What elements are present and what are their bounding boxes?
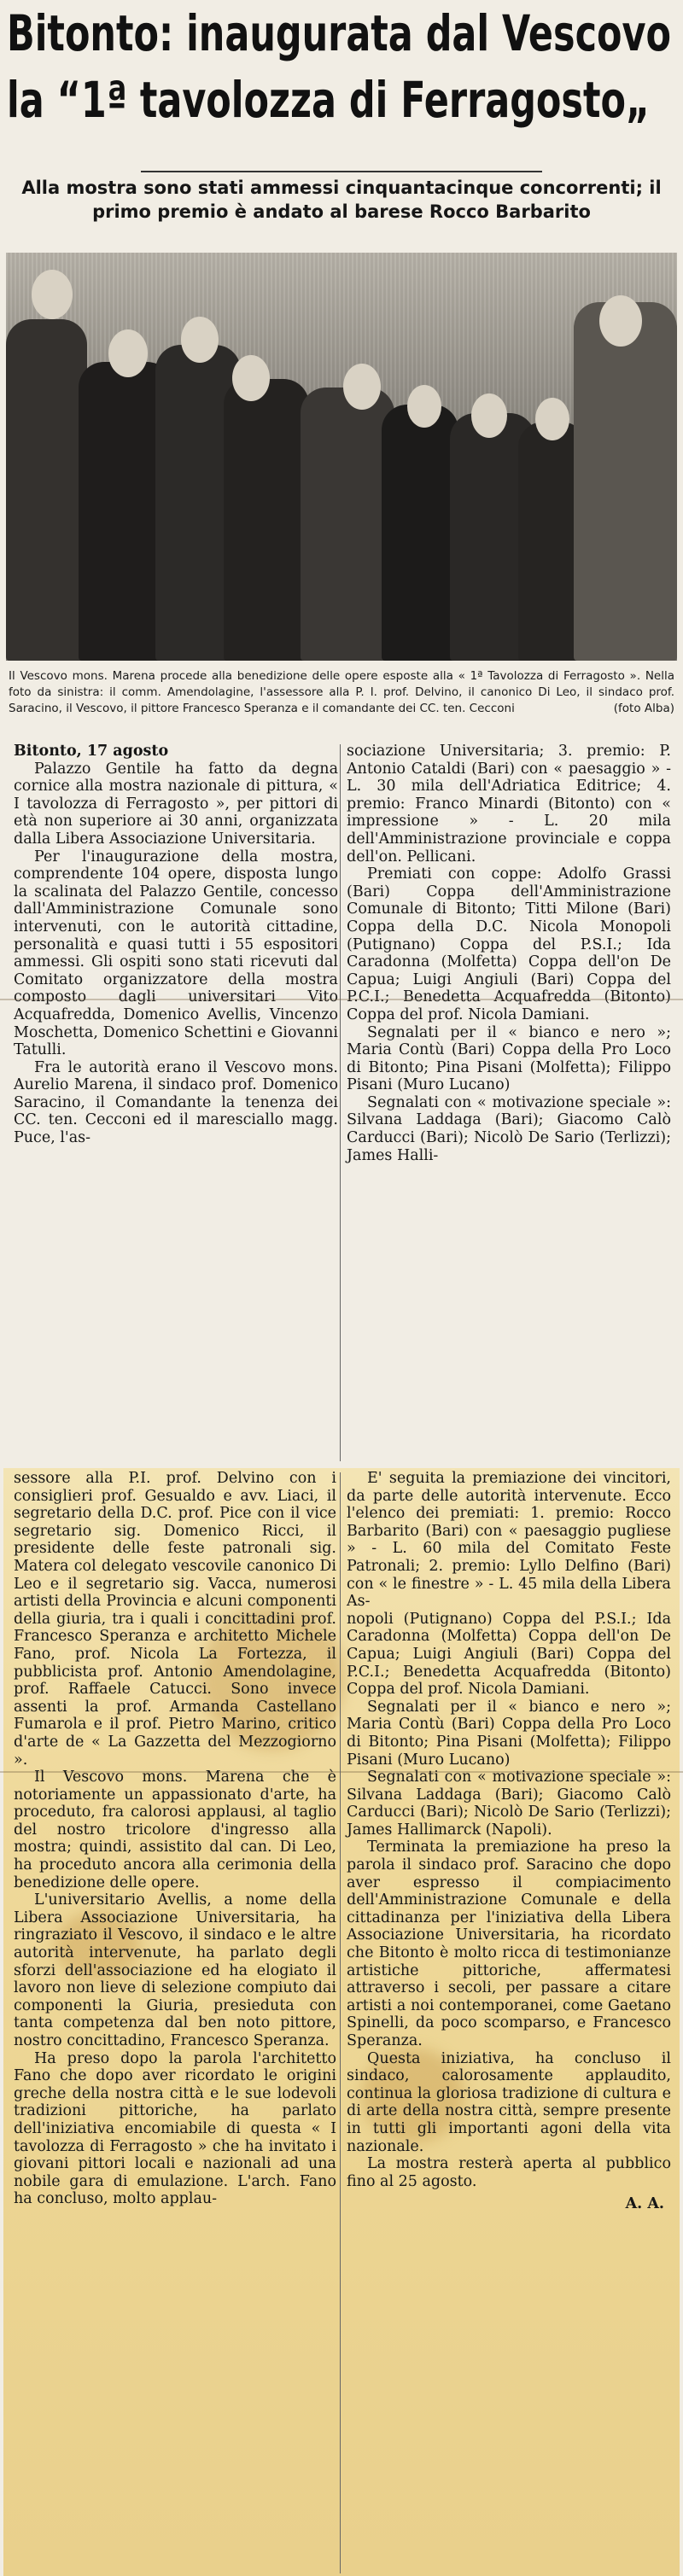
paragraph: Segnalati con « motivazione speciale »: Silvana Laddaga (Bari); Giacomo Calò Carducci (Bari); Nicolò De Sario (Terlizzi); James Hallimarck (Napoli). (347, 1769, 671, 1839)
photo-figure-head (108, 329, 148, 377)
photo-figure-head (471, 393, 507, 438)
paragraph: Per l'inaugurazione della mostra, comprendente 104 opere, disposta lungo la scalinata del Palazzo Gentile, concesso dall'Amministrazione Comunale sono intervenuti, con le autorità cittadine, personalità e quasi tutti i 55 espositori ammessi. Gli ospiti sono stati ricevuti dal Comitato organizzatore della mostra composto dagli universitari Vito Acquafredda, Domenico Avellis, Vincenzo Moschetta, Domenico Schettini e Giovanni Tatulli. (14, 848, 338, 1059)
column-rule (340, 744, 341, 1461)
paragraph: Palazzo Gentile ha fatto da degna cornice alla mostra nazionale di pittura, « I tavolozza di Ferragosto », per pittori di età non superiore ai 30 anni, organizzata dalla Libera Associazione Universitaria. (14, 760, 338, 848)
article-column-left-top (14, 743, 338, 1147)
photo-figure-head (181, 317, 219, 363)
photo-credit: (foto Alba) (613, 702, 674, 715)
paragraph: sessore alla P.I. prof. Delvino con i consiglieri prof. Gesualdo e avv. Liaci, il segretario della D.C. prof. Pice con il vice segretario sig. Domenico Ricci, il presidente delle feste patronali sig. Matera col delegato vescovile canonico Di Leo e il segretario sig. Vacca, numerosi artisti della Provincia e alcuni componenti della giuria, tra i quali i concittadini prof. Francesco Speranza e architetto Michele Fano, prof. Nicola La Fortezza, il pubblicista prof. Antonio Amendolagine, prof. Raffaele Catucci. Sono invece assenti la prof. Armanda Castellano Fumarola e il prof. Pietro Marino, critico d'arte de « La Gazzetta del Mezzogiorno ». (14, 1470, 336, 1769)
photo-figure-head (343, 364, 381, 410)
photo-figure-head (535, 398, 569, 440)
photo (6, 253, 677, 661)
photo-figure-head (32, 270, 73, 319)
fold-line (0, 999, 683, 1000)
headline-line-2: la “1ª tavolozza di Ferragosto„ (7, 71, 651, 129)
photo-figure (574, 302, 677, 661)
photo-caption-text: Il Vescovo mons. Marena procede alla benedizione delle opere esposte alla « 1ª Tavolozza di Ferragosto ». Nella foto da sinistra: il comm. Amendolagine, l'assessore alla P. I. prof. Delvino, il canonico Di Leo, il sindaco prof. Saracino, il Vescovo, il pittore Francesco Speranza e il comandante dei CC. ten. Cecconi (9, 669, 674, 715)
paragraph: nopoli (Putignano) Coppa del P.S.I.; Ida Caradonna (Molfetta) Coppa dell'on De Capua; Luigi Angiuli (Bari) Coppa del P.C.I.; Benedetta Acquafredda (Bitonto) Coppa del prof. Nicola Damiani. (347, 1610, 671, 1699)
photo-figure (6, 319, 87, 661)
paragraph: Segnalati per il « bianco e nero »; Maria Contù (Bari) Coppa della Pro Loco di Bitonto; Pina Pisani (Molfetta); Filippo Pisani (Muro Lucano) (347, 1698, 671, 1769)
photo-figure-head (599, 295, 642, 347)
author-signature: A. A. (625, 2195, 664, 2213)
dateline: Bitonto, 17 agosto (14, 743, 169, 760)
paragraph: Fra le autorità erano il Vescovo mons. Aurelio Marena, il sindaco prof. Domenico Saracino, il Comandante la tenenza dei CC. ten. Cecconi ed il maresciallo magg. Puce, l'as- (14, 1058, 338, 1147)
paragraph: sociazione Universitaria; 3. premio: P. Antonio Cataldi (Bari) con « paesaggio » - L. 30 mila dell'Adriatica Editrice; 4. premio: Franco Minardi (Bitonto) con « impressione » - L. 20 mila dell'Amministrazione provinciale e coppa dell'on. Pellicani. (347, 743, 671, 865)
column-rule (340, 1472, 341, 2573)
paragraph: Terminata la premiazione ha preso la parola il sindaco prof. Saracino che dopo aver espresso il compiacimento dell'Amministrazione Comunale e della cittadinanza per l'iniziativa della Libera Associazione Universitaria, ha ricordato che Bitonto è molto ricca di testimonianze artistiche pittoriche, affermatesi attraverso i secoli, per passare a citare artisti a noi contemporanei, come Gaetano Spinelli, da poco scomparso, e Francesco Speranza. (347, 1839, 671, 2049)
photo-figure-head (407, 385, 441, 428)
paragraph: Questa iniziativa, ha concluso il sindaco, calorosamente applaudito, continua la gloriosa tradizione di cultura e di arte della nostra città, sempre presente in tutti gli importanti agoni della vita nazionale. (347, 2049, 671, 2155)
subheadline: Alla mostra sono stati ammessi cinquantacinque concorrenti; il primo premio è andato al barese Rocco Barbarito (21, 178, 662, 222)
headline (7, 0, 671, 133)
photo-figure-head (232, 355, 270, 401)
paragraph: Premiati con coppe: Adolfo Grassi (Bari) Coppa dell'Amministrazione Comunale di Bitonto; Titti Milone (Bari) Coppa della D.C. Nicola Monopoli (Putignano) Coppa del P.S.I.; Ida Caradonna (Molfetta) Coppa dell'on De Capua; Luigi Angiuli (Bari) Coppa del P.C.I.; Benedetta Acquafredda (Bitonto) Coppa del prof. Nicola Damiani. (347, 865, 671, 1023)
photo-figure (224, 379, 309, 661)
photo-caption (9, 668, 674, 717)
headline-line-1: Bitonto: inaugurata dal Vescovo (7, 4, 671, 62)
article-column-left-bottom (14, 1470, 336, 2208)
paragraph: Segnalati con « motivazione speciale »: Silvana Laddaga (Bari); Giacomo Calò Carducci (Bari); Nicolò De Sario (Terlizzi); James Halli- (347, 1093, 671, 1164)
paragraph: L'universitario Avellis, a nome della Libera Associazione Universitaria, ha ringraziato il Vescovo, il sindaco e le altre autorità intervenute, ha parlato degli sforzi dell'associazione ed ha elogiato il lavoro non lieve di selezione compiuto dai componenti la Giuria, presieduta con tanta competenza dal ben noto pittore, nostro concittadino, Francesco Speranza. (14, 1891, 336, 2049)
paragraph: La mostra resterà aperta al pubblico fino al 25 agosto. (347, 2155, 671, 2190)
photo-figure (301, 388, 394, 661)
photo-figure (382, 405, 458, 661)
paragraph: Segnalati per il « bianco e nero »; Maria Contù (Bari) Coppa della Pro Loco di Bitonto; Pina Pisani (Molfetta); Filippo Pisani (Muro Lucano) (347, 1023, 671, 1094)
paragraph: Ha preso dopo la parola l'architetto Fano che dopo aver ricordato le origini greche della nostra città e le sue lodevoli tradizioni pittoriche, ha parlato dell'iniziativa encomiabile di questa « I tavolozza di Ferragosto » che ha invitato i giovani pittori locali e nazionali ad una nobile gara di emulazione. L'arch. Fano ha concluso, molto applau- (14, 2049, 336, 2208)
article-column-right-top (347, 743, 671, 1164)
headline-rule (141, 171, 542, 172)
article-column-right-bottom (347, 1470, 671, 2213)
paragraph: E' seguita la premiazione dei vincitori, da parte delle autorità intervenute. Ecco l'elenco dei premiati: 1. premio: Rocco Barbarito (Bari) con « paesaggio pugliese » - L. 60 mila del Comitato Feste Patronali; 2. premio: Lyllo Delfino (Bari) con « le finestre » - L. 45 mila della Libera As- (347, 1470, 671, 1611)
paragraph: Il Vescovo mons. Marena che è notoriamente un appassionato d'arte, ha proceduto, fra calorosi applausi, al taglio del nostro tricolore d'ingresso alla mostra; quindi, assistito dal can. Di Leo, ha proceduto ancora alla cerimonia della benedizione delle opere. (14, 1769, 336, 1891)
